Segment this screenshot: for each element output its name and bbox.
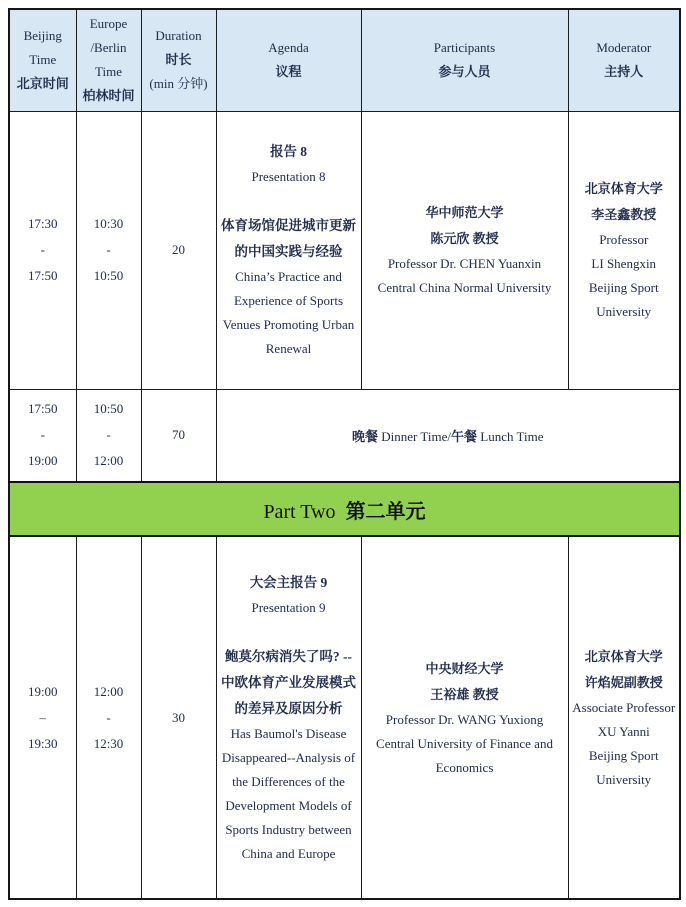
time-end: 12:00 [93, 453, 124, 469]
header-beijing-zh: 北京时间 [16, 76, 69, 92]
header-duration-zh: 时长 [165, 52, 192, 68]
cell-berlin-time [76, 111, 141, 389]
cell-duration [141, 536, 216, 899]
time-start: 10:30 [93, 216, 124, 231]
time-dash: - [40, 242, 45, 257]
cell-berlin-time [76, 536, 141, 899]
duration-value: 30 [172, 709, 185, 725]
cell-beijing-time [9, 389, 76, 482]
header-cell-beijing-time [9, 9, 76, 111]
cell-moderator [568, 111, 680, 389]
time-end: 17:50 [27, 268, 58, 283]
participant-org-en: Central China Normal University [377, 280, 552, 295]
header-cell-moderator [568, 9, 680, 111]
agenda-topic-en: Venues Promoting Urban [222, 317, 355, 332]
time-dash: - [106, 427, 111, 443]
meal-zh: 午餐 [451, 428, 478, 444]
header-beijing-line: Beijing [23, 28, 62, 44]
agenda-title-en: Presentation 8 [251, 169, 326, 184]
moderator-line-en: Beijing Sport [588, 747, 659, 763]
meal-en: Lunch Time [477, 428, 544, 444]
agenda-topic-en: the Differences of the [232, 773, 345, 789]
header-duration-unit: (min 分钟) [149, 76, 208, 92]
spacer [217, 189, 361, 213]
time-start: 17:50 [27, 401, 58, 417]
agenda-topic-zh: 的差异及原因分析 [234, 700, 343, 716]
cell-duration [141, 111, 216, 389]
header-berlin-zh: 柏林时间 [82, 88, 135, 104]
agenda-topic-en: China’s Practice and [235, 269, 342, 284]
header-berlin-line: /Berlin [90, 40, 127, 56]
cell-beijing-time [9, 111, 76, 389]
agenda-topic-en: Sports Industry between [225, 821, 352, 837]
time-start: 10:50 [93, 401, 124, 417]
cell-moderator [568, 536, 680, 899]
header-agenda-line: Agenda [268, 40, 309, 56]
header-duration-line: Duration [155, 28, 202, 44]
moderator-org-zh: 北京体育大学 [584, 648, 663, 664]
cell-participants [361, 111, 568, 389]
duration-value: 70 [172, 427, 185, 443]
participant-org-en: Economics [435, 759, 494, 775]
agenda-topic-zh: 的中国实践与经验 [234, 244, 343, 259]
moderator-line-en: LI Shengxin [591, 256, 657, 271]
moderator-line-en: University [596, 771, 652, 787]
participant-name-en: Professor Dr. CHEN Yuanxin [387, 256, 542, 271]
participant-org-en: Central University of Finance and [376, 735, 553, 751]
schedule-table [8, 8, 681, 900]
participant-org-zh: 华中师范大学 [425, 205, 504, 220]
header-cell-agenda [216, 9, 361, 111]
section-divider-part-two [9, 482, 680, 536]
time-start: 12:00 [93, 683, 124, 699]
agenda-topic-en: China and Europe [241, 845, 336, 861]
time-dash: - [106, 709, 111, 725]
time-start: 19:00 [27, 683, 58, 699]
header-participants-zh: 参与人员 [438, 64, 491, 80]
agenda-title-zh: 报告 8 [269, 144, 308, 159]
moderator-line-en: Associate Professor [572, 699, 676, 715]
header-cell-duration [141, 9, 216, 111]
agenda-title-en: Presentation 9 [251, 599, 326, 615]
moderator-line-en: Beijing Sport [588, 280, 659, 295]
cell-berlin-time [76, 389, 141, 482]
participant-name-zh: 陈元欣 教授 [430, 231, 499, 246]
agenda-topic-en: Renewal [265, 341, 312, 356]
section-cell [9, 482, 680, 536]
agenda-topic-zh: 体育场馆促进城市更新 [221, 218, 356, 233]
participant-name-zh: 王裕雄 教授 [430, 686, 499, 702]
header-cell-participants [361, 9, 568, 111]
agenda-title-zh: 大会主报告 9 [249, 574, 328, 590]
participant-name-en: Professor Dr. WANG Yuxiong [385, 711, 544, 727]
time-end: 10:50 [93, 268, 124, 283]
meal-zh: 晚餐 [352, 428, 379, 444]
agenda-topic-zh: 鲍莫尔病消失了吗? -- [224, 648, 353, 664]
cell-meal-break [216, 389, 680, 482]
agenda-topic-en: Has Baumol's Disease [230, 725, 347, 741]
header-moderator-line: Moderator [596, 40, 652, 56]
moderator-line-en: Professor [599, 232, 649, 247]
agenda-topic-en: Development Models of [225, 797, 352, 813]
header-berlin-line: Europe [89, 16, 128, 32]
meal-en: Dinner Time/ [378, 428, 451, 444]
time-dash: – [39, 709, 46, 725]
cell-beijing-time [9, 536, 76, 899]
cell-participants [361, 536, 568, 899]
cell-agenda [216, 536, 361, 899]
header-row [9, 9, 680, 111]
session-row-presentation-8 [9, 111, 680, 389]
header-berlin-line: Time [95, 64, 122, 80]
time-dash: - [106, 242, 111, 257]
agenda-topic-zh: 中欧体育产业发展模式 [221, 674, 356, 690]
participant-org-zh: 中央财经大学 [425, 660, 504, 676]
session-row-presentation-9 [9, 536, 680, 899]
cell-duration [141, 389, 216, 482]
time-end: 19:30 [27, 735, 58, 751]
time-end: 12:30 [93, 735, 124, 751]
cell-agenda [216, 111, 361, 389]
header-agenda-zh: 议程 [275, 64, 302, 80]
header-beijing-line: Time [29, 52, 57, 68]
duration-value: 20 [172, 242, 185, 257]
moderator-line-en: XU Yanni [597, 723, 650, 739]
moderator-line-en: University [596, 304, 652, 319]
moderator-org-zh: 北京体育大学 [584, 181, 663, 196]
time-start: 17:30 [27, 216, 58, 231]
dinner-row [9, 389, 680, 482]
header-participants-line: Participants [433, 40, 496, 56]
agenda-topic-en: Disappeared--Analysis of [221, 749, 356, 765]
section-title-zh: 第二单元 [345, 500, 426, 523]
section-title-en: Part Two [263, 500, 336, 523]
agenda-topic-en: Experience of Sports [233, 293, 344, 308]
moderator-name-zh: 李圣鑫教授 [591, 207, 657, 222]
spacer [217, 620, 361, 644]
header-cell-berlin-time [76, 9, 141, 111]
time-dash: - [40, 427, 45, 443]
time-end: 19:00 [27, 453, 58, 469]
header-moderator-zh: 主持人 [604, 64, 644, 80]
moderator-name-zh: 许焰妮副教授 [584, 674, 663, 690]
